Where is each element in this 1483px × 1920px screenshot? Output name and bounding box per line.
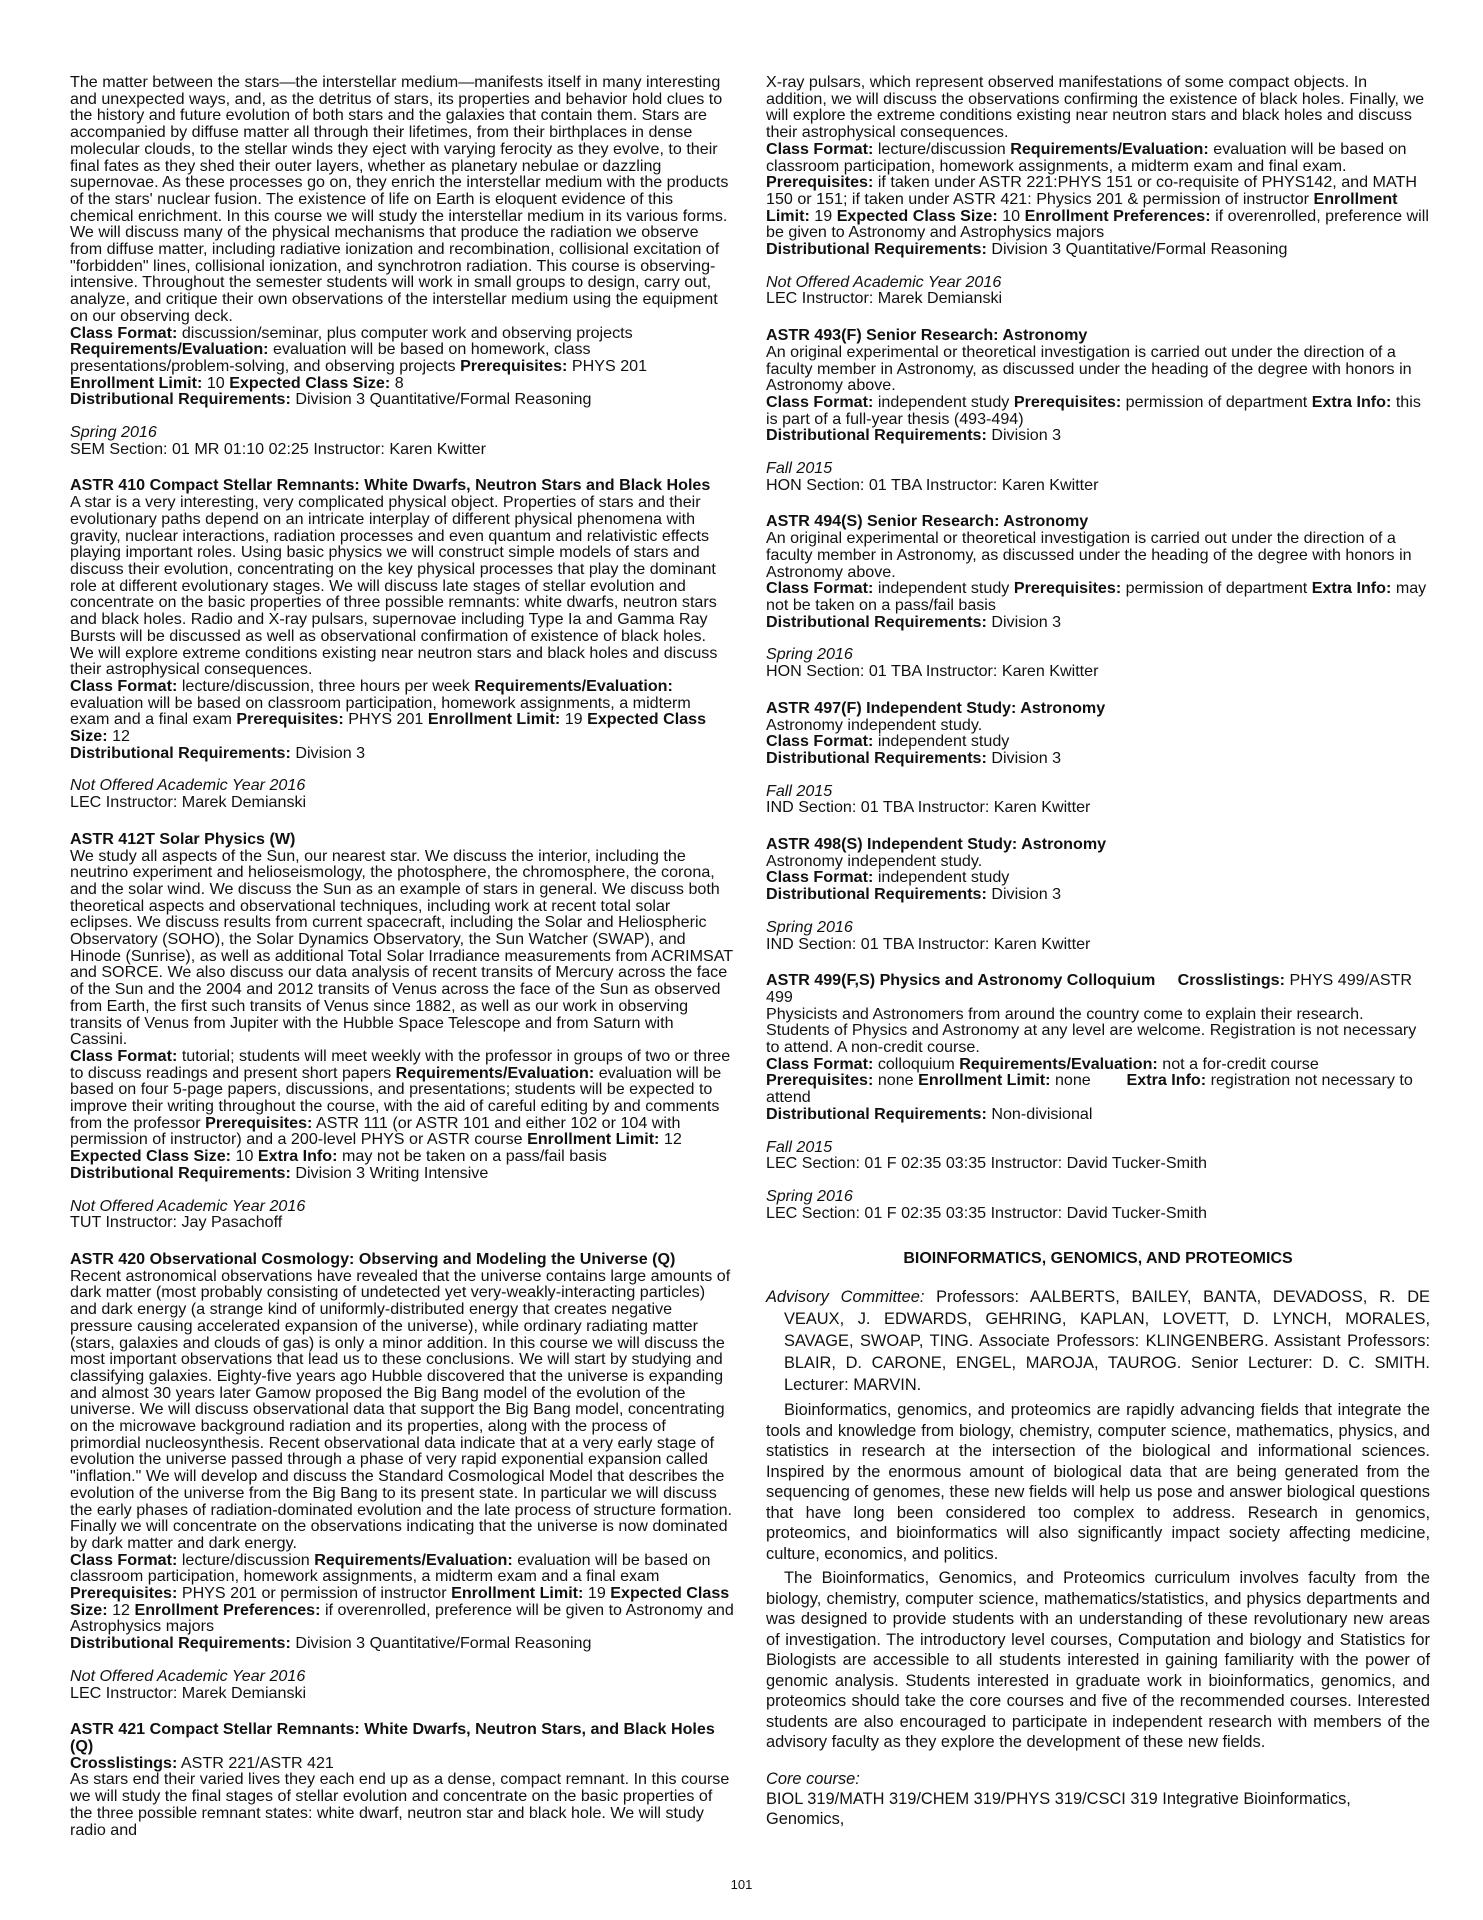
distribution-requirements: Distributional Requirements: Division 3 [70, 743, 366, 762]
distribution-requirements: Distributional Requirements: Non-divisional [766, 1104, 1093, 1123]
advisory-committee: Advisory Committee: Professors: AALBERTS, BAILEY, BANTA, DEVADOSS, R. DE VEAUX, J. EDWARDS, GEHRING, KAPLAN, LOVETT, D. LYNCH, MORALES, SAVAGE, SWOAP, TING. Associate Professors: KLINGENBERG. Assistant Professors: BLAIR, D. CARONE, ENGEL, MAROJA, TAUROG. Senior Lecturer: D. C. SMITH. Lecturer: MARVIN. [766, 1288, 1430, 1395]
course-details: Class Format: lecture/discussion, three hours per week Requirements/Evaluation: evaluation will be based on classroom participation, homework assignments, a midterm exam and a final exam Prerequisites: PHYS 201 Enrollment Limit: 19 Expected Class Size: 12 [70, 676, 707, 746]
distribution-requirements: Distributional Requirements: Division 3 [766, 748, 1062, 767]
core-course: Core course: BIOL 319/MATH 319/CHEM 319/PHYS 319/CSCI 319 Integrative Bioinformatics, Genomics, [766, 1769, 1351, 1828]
program-paragraph: Bioinformatics, genomics, and proteomics are rapidly advancing fields that integrate the tools and knowledge from biology, chemistry, computer science, mathematics, physics, and statistics in research at the intersection of the biological and informational sciences. Inspired by the enormous amount of biological data that are being generated from the sequencing of genomes, these new fields will help us pose and answer biological questions that have long been considered too complex to address. Research in genomics, proteomics, and bioinformatics will also significantly impact society affecting medicine, culture, economics, and politics. [766, 1401, 1430, 1563]
course-description: An original experimental or theoretical investigation is carried out under the direction of a faculty member in Astronomy, as discussed under the heading of the degree with honors in Astronomy above. [766, 342, 1412, 395]
section-heading: BIOINFORMATICS, GENOMICS, AND PROTEOMICS [903, 1250, 1293, 1268]
course-description: Recent astronomical observations have revealed that the universe contains large amounts of dark matter (most probably consisting of undetected yet very-weakly-interacting particles) and dark energy (a strange kind of uniformly-distributed energy that creates negative pressure causing accelerated expansion of the universe), while ordinary radiating matter (stars, galaxies and clouds of gas) is only a minor addition. In this course we will discuss the most important observations that lead us to these conclusions. We will start by studying and classifying galaxies. Eighty-five years ago Hubble discovered that the universe is expanding and almost 30 years later Gamow proposed the Big Bang model of the evolution of the universe. We will discuss observational data that support the Big Bang model, concentrating on the microwave background radiation and its properties, along with the process of primordial nucleosynthesis. Recent observational data indicate that at a very early stage of evolution the universe passed through a phase of very rapid exponential expansion called "inflation." We will develop and discuss the Standard Cosmological Model that describes the evolution of the universe from the Big Bang to its present state. In particular we will discuss the early phases of radiation-dominated evolution and the late process of structure formation. Finally we will concentrate on the observations indicating that the universe is now dominated by dark matter and dark energy. [70, 1266, 733, 1552]
course-description: We study all aspects of the Sun, our nearest star. We discuss the interior, including the neutrino experiment and helioseismology, the photosphere, the chromosphere, the corona, and the solar wind. We discuss the Sun as an example of stars in general. We discuss both theoretical aspects and observational techniques, including work at recent total solar eclipses. We discuss results from current spacecraft, including the Solar and Heliospheric Observatory (SOHO), the Solar Dynamics Observatory, the Sun Watcher (SWAP), and Hinode (Sunrise), as well as additional Total Solar Irradiance measurements from ACRIMSAT and SORCE. We also discuss our data analysis of recent transits of Mercury across the face of the Sun and the 2004 and 2012 transits of Venus across the face of the Sun as observed from Earth, the first such transits of Venus since 1882, as well as our work in observing transits of Venus from Jupiter with the Hubble Space Telescope and from Saturn with Cassini. [70, 846, 733, 1049]
course-title: ASTR 412T Solar Physics (W) [70, 829, 296, 848]
course-description: A star is a very interesting, very complicated physical object. Properties of stars and their evolutionary paths depend on an intricate interplay of different physical phenomena with gravity, nuclear interactions, radiation processes and even quantum and relativistic effects playing important roles. Using basic physics we will construct simple models of stars and discuss their evolution, concentrating on the key physical processes that play the dominant role at different evolutionary stages. We will discuss late stages of stellar evolution and concentrate on the basic properties of three possible remnants: white dwarfs, neutron stars and black holes. Radio and X-ray pulsars, supernovae including Type Ia and Gamma Ray Bursts will be discussed as well as observational confirmation of existence of black holes. We will explore extreme conditions existing near neutron stars and black holes and discuss their astrophysical consequences. [70, 493, 718, 679]
course-astr-498 [766, 836, 1430, 952]
course-title: ASTR 421 Compact Stellar Remnants: White Dwarfs, Neutron Stars, and Black Holes (Q) [70, 1720, 715, 1755]
course-details: Class Format: colloquium Requirements/Evaluation: not a for-credit course Prerequisites: none Enrollment Limit: none Extra Info: registration not necessary to attend [766, 1054, 1413, 1107]
course-details: Class Format: lecture/discussion Requirements/Evaluation: evaluation will be based on classroom participation, homework assignments, a midterm exam and a final exam Prerequisites: PHYS 201 or permission of instructor Enrollment Limit: 19 Expected Class Size: 12 Enrollment Preferences: if overenrolled, preference will be given to Astronomy and Astrophysics majors [70, 1550, 734, 1636]
course-title: ASTR 497(F) Independent Study: Astronomy [766, 698, 1106, 717]
course-astr-499 [766, 972, 1430, 1221]
course-description: Astronomy independent study. [766, 851, 983, 870]
page-number: 101 [730, 1877, 753, 1892]
course-details: Class Format: discussion/seminar, plus computer work and observing projects Requirements/Evaluation: evaluation will be based on homework, class presentations/problem-solving, and observing projects Prerequisites: PHYS 201 Enrollment Limit: 10 Expected Class Size: 8 [70, 323, 648, 392]
course-description: Astronomy independent study. [766, 715, 983, 734]
distribution-requirements: Distributional Requirements: Division 3 Quantitative/Formal Reasoning [766, 240, 1288, 259]
course-title: ASTR 493(F) Senior Research: Astronomy [766, 326, 1088, 345]
course-schedule: Spring 2016 SEM Section: 01 MR 01:10 02:25 Instructor: Karen Kwitter [70, 423, 486, 458]
course-title: ASTR 494(S) Senior Research: Astronomy [766, 512, 1089, 531]
course-details: Class Format: independent study Prerequisites: permission of department Extra Info: may not be taken on a pass/fail basis [766, 579, 1427, 614]
course-details: Class Format: independent study Prerequisites: permission of department Extra Info: this is part of a full-year thesis (493-494) [766, 392, 1421, 428]
course-schedule: Fall 2015 LEC Section: 01 F 02:35 03:35 Instructor: David Tucker-Smith [766, 1137, 1207, 1173]
course-details: Class Format: independent study [766, 868, 1010, 887]
distribution-requirements: Distributional Requirements: Division 3 [766, 612, 1062, 631]
course-schedule: Fall 2015 IND Section: 01 TBA Instructor: Karen Kwitter [766, 781, 1091, 817]
crosslistings: Crosslistings: ASTR 221/ASTR 421 [70, 1753, 334, 1772]
course-schedule: Fall 2015 HON Section: 01 TBA Instructor: Karen Kwitter [766, 459, 1099, 494]
course-astr-494 [766, 513, 1430, 679]
course-details: Class Format: independent study [766, 732, 1010, 751]
course-title: ASTR 498(S) Independent Study: Astronomy [766, 835, 1107, 854]
distribution-requirements: Distributional Requirements: Division 3 Quantitative/Formal Reasoning [70, 390, 592, 409]
course-description: An original experimental or theoretical investigation is carried out under the direction of a faculty member in Astronomy, as discussed under the heading of the degree with honors in Astronomy above. [766, 529, 1412, 581]
course-schedule: Not Offered Academic Year 2016 LEC Instructor: Marek Demianski [70, 776, 307, 812]
distribution-requirements: Distributional Requirements: Division 3 [766, 426, 1062, 445]
course-schedule: Not Offered Academic Year 2016 LEC Instructor: Marek Demianski [70, 1666, 307, 1702]
course-details: Class Format: lecture/discussion Requirements/Evaluation: evaluation will be based on classroom participation, homework assignments, a midterm exam and final exam. Prerequisites: if taken under ASTR 221:PHYS 151 or co-requisite of PHYS142, and MATH 150 or 151; if taken under ASTR 421: Physics 201 & permission of instructor Enrollment Limit: 19 Expected Class Size: 10 Enrollment Preferences: if overenrolled, preference will be given to Astronomy and Astrophysics majors [766, 139, 1429, 242]
distribution-requirements: Distributional Requirements: Division 3 [766, 885, 1062, 904]
distribution-requirements: Distributional Requirements: Division 3 Quantitative/Formal Reasoning [70, 1634, 592, 1653]
course-schedule: Not Offered Academic Year 2016 TUT Instructor: Jay Pasachoff [70, 1196, 306, 1232]
distribution-requirements: Distributional Requirements: Division 3 Writing Intensive [70, 1163, 489, 1182]
course-astr-412t [70, 831, 734, 1231]
course-description: Physicists and Astronomers from around the country come to explain their research. Students of Physics and Astronomy at any level are welcome. Registration is not necessary to attend. A non-credit course. [766, 1004, 1417, 1057]
course-astr-493 [766, 327, 1430, 493]
course-title: ASTR 499(F,S) Physics and Astronomy Colloquium Crosslistings: PHYS 499/ASTR 499 [766, 971, 1413, 1006]
course-schedule: Spring 2016 HON Section: 01 TBA Instructor: Karen Kwitter [766, 645, 1099, 681]
left-column [70, 74, 734, 1838]
course-astr-420 [70, 1251, 734, 1701]
course-interstellar-medium [70, 74, 734, 457]
course-schedule: Not Offered Academic Year 2016 LEC Instructor: Marek Demianski [766, 272, 1003, 308]
right-column [766, 74, 1430, 1829]
program-paragraph: The Bioinformatics, Genomics, and Proteomics curriculum involves faculty from the biology, chemistry, computer science, mathematics/statistics, and physics departments and was designed to provide students with an understanding of these revolutionary new areas of investigation. The introductory level courses, Computation and biology and Statistics for Biologists are accessible to all students interested in gaining familiarity with the power of genomic analysis. Students interested in graduate work in bioinformatics, genomics, and proteomics should take the core courses and five of the recommended courses. Interested students are also encouraged to participate in independent research with members of the advisory faculty as they explore the development of these new fields. [766, 1569, 1430, 1752]
course-schedule: Spring 2016 IND Section: 01 TBA Instructor: Karen Kwitter [766, 917, 1091, 953]
course-details: Class Format: tutorial; students will meet weekly with the professor in groups of two or three to discuss readings and present short papers Requirements/Evaluation: evaluation will be based on four 5-page papers, discussions, and presentations; students will be expected to improve their writing throughout the course, with the aid of careful editing by and comments from the professor Prerequisites: ASTR 111 (or ASTR 101 and either 102 or 104 with permission of instructor) and a 200-level PHYS or ASTR course Enrollment Limit: 12 Expected Class Size: 10 Extra Info: may not be taken on a pass/fail basis [70, 1046, 731, 1166]
course-description: X-ray pulsars, which represent observed manifestations of some compact objects. In addition, we will discuss the observations confirming the existence of black holes. Finally, we will explore the extreme conditions existing near neutron stars and black holes and discuss their astrophysical consequences. [766, 73, 1425, 142]
course-astr-421 [70, 1721, 734, 1838]
course-astr-497 [766, 700, 1430, 816]
course-title: ASTR 420 Observational Cosmology: Observing and Modeling the Universe (Q) [70, 1250, 676, 1268]
course-astr-410 [70, 477, 734, 810]
course-title: ASTR 410 Compact Stellar Remnants: White Dwarfs, Neutron Stars and Black Holes [70, 476, 711, 495]
course-description: As stars end their varied lives they each end up as a dense, compact remnant. In this course we will study the final stages of stellar evolution and concentrate on the basic properties of the three possible remnant states: white dwarf, neutron star and black hole. We will study radio and [70, 1770, 730, 1839]
program-bioinformatics [766, 1251, 1430, 1828]
course-schedule: Spring 2016 LEC Section: 01 F 02:35 03:35 Instructor: David Tucker-Smith [766, 1186, 1207, 1222]
course-astr-421-continued [766, 74, 1430, 307]
course-description: The matter between the stars—the interstellar medium—manifests itself in many interesting and unexpected ways, and, as the detritus of stars, its properties and behavior hold clues to the history and future evolution of both stars and the galaxies that contain them. Stars are accompanied by diffuse matter all through their lifetimes, from their birthplaces in dense molecular clouds, to the stellar winds they eject with varying ferocity as they evolve, to their final fates as they shed their outer layers, whether as planetary nebulae or dazzling supernovae. As these processes go on, they enrich the interstellar medium with the products of the stars' nuclear fusion. The existence of life on Earth is eloquent evidence of this chemical enrichment. In this course we will study the interstellar medium in its various forms. We will discuss many of the physical mechanisms that produce the radiation we observe from diffuse matter, including radiative ionization and recombination, collisional excitation of "forbidden" lines, collisional ionization, and synchrotron radiation. This course is observing-intensive. Throughout the semester students will work in small groups to design, carry out, analyze, and critique their own observations of the interstellar medium using the equipment on our observing deck. [70, 73, 729, 325]
